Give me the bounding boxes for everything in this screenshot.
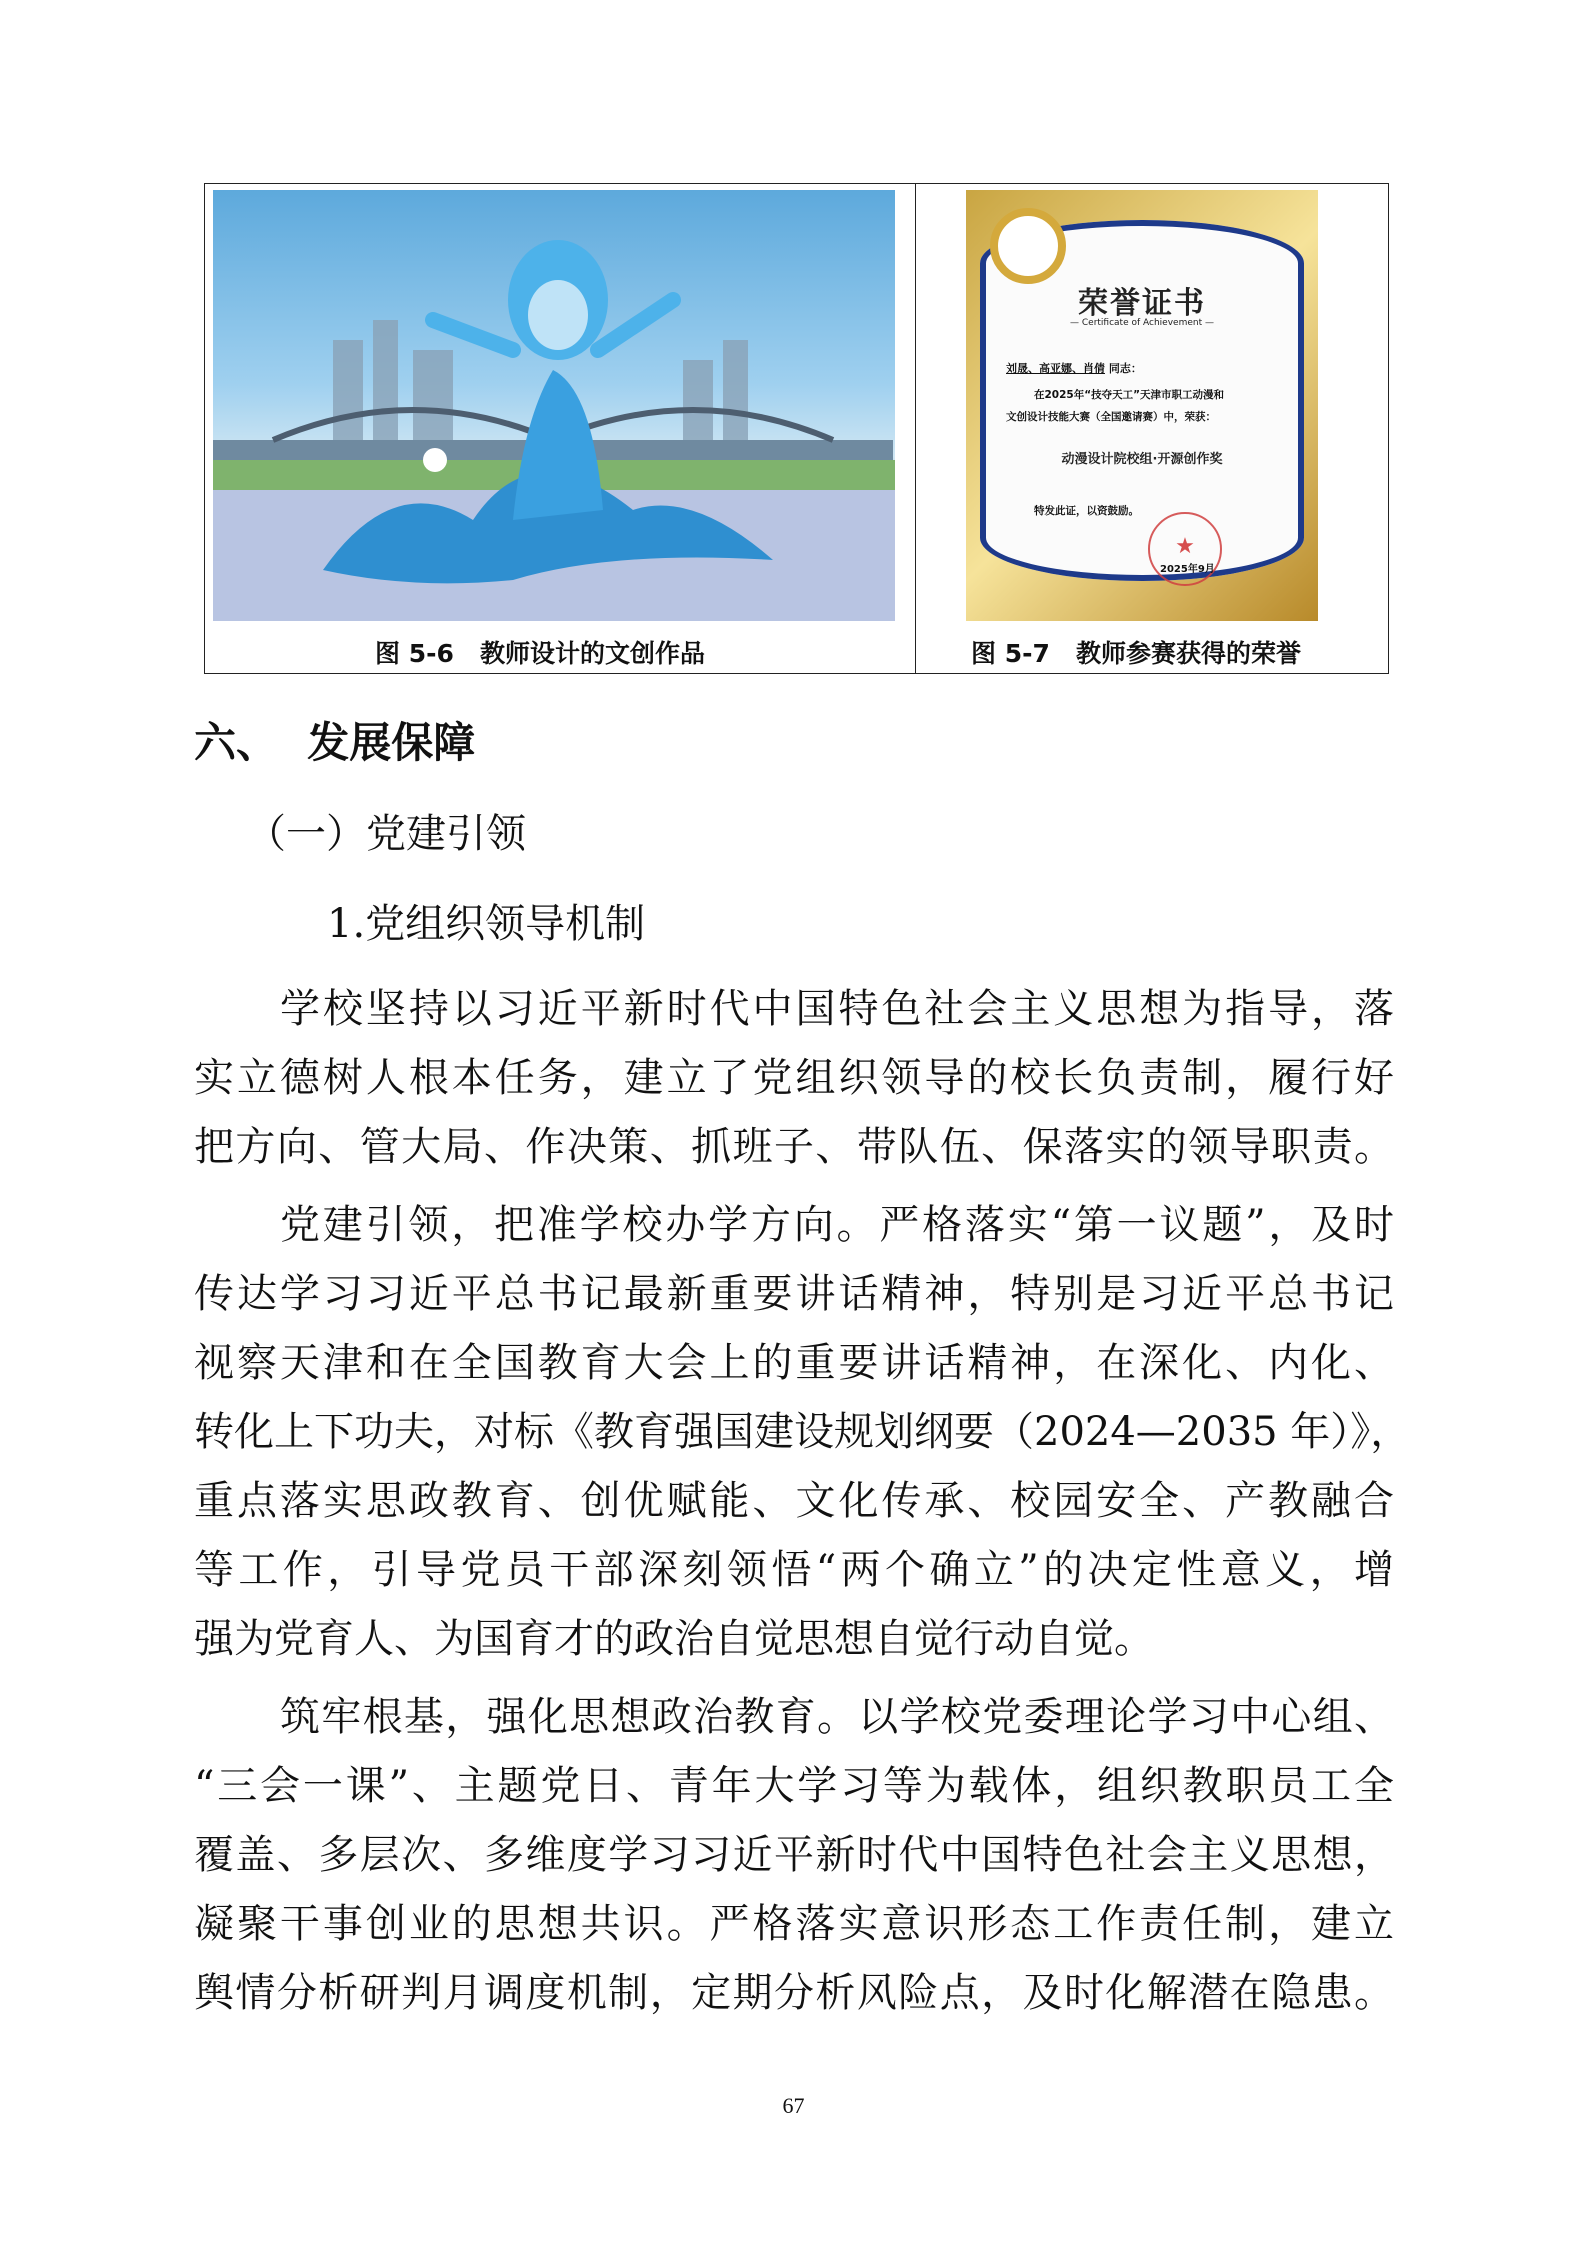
honor-certificate-image xyxy=(966,190,1318,621)
certificate-date: 2025年9月 xyxy=(1160,564,1215,575)
certificate-closing: 特发此证，以资鼓励。 xyxy=(1034,505,1139,517)
paragraph-line: 视察天津和在全国教育大会上的重要讲话精神，在深化、内化、 xyxy=(194,1340,1394,1386)
paragraph-line: 实立德树人根本任务，建立了党组织领导的校长负责制，履行好 xyxy=(194,1055,1394,1101)
certificate-recipients: 刘晟、高亚娜、肖倩 xyxy=(1006,362,1105,375)
paragraph-line: 重点落实思政教育、创优赋能、文化传承、校园安全、产教融合 xyxy=(194,1478,1394,1524)
certificate-body-line1: 在2025年“技夺天工”天津市职工动漫和 xyxy=(1034,389,1225,401)
certificate-award: 动漫设计院校组·开源创作奖 xyxy=(1061,452,1223,467)
certificate-subtitle: — Certificate of Achievement — xyxy=(1070,318,1214,328)
paragraph-line: 舆情分析研判月调度机制，定期分析风险点，及时化解潜在隐患。 xyxy=(194,1970,1394,2016)
page-number: 67 xyxy=(782,2093,805,2118)
paragraph-line: 筑牢根基，强化思想政治教育。以学校党委理论学习中心组、 xyxy=(280,1694,1394,1740)
paragraph-line: 把方向、管大局、作决策、抓班子、带队伍、保落实的领导职责。 xyxy=(194,1124,1394,1170)
paragraph-line: 传达学习习近平总书记最新重要讲话精神，特别是习近平总书记 xyxy=(194,1271,1394,1317)
section-heading: 六、 发展保障 xyxy=(194,718,476,767)
cultural-creative-sculpture-image xyxy=(213,190,895,621)
paragraph-line: 党建引领，把准学校办学方向。严格落实“第一议题”，及时 xyxy=(280,1202,1394,1248)
paragraph-line: 强为党育人、为国育才的政治自觉思想自觉行动自觉。 xyxy=(194,1616,1154,1662)
paragraph-line: 转化上下功夫，对标《教育强国建设规划纲要（2024—2035 年）》， xyxy=(194,1409,1411,1455)
paragraph-line: 覆盖、多层次、多维度学习习近平新时代中国特色社会主义思想， xyxy=(194,1832,1394,1878)
paragraph-line: 等工作，引导党员干部深刻领悟“两个确立”的决定性意义，增 xyxy=(194,1547,1394,1593)
official-seal: ★ xyxy=(1148,512,1222,586)
medal-badge-icon xyxy=(990,208,1066,284)
figure-table xyxy=(204,183,1389,674)
certificate-body xyxy=(980,220,1304,581)
paragraph xyxy=(194,1191,1411,1674)
figure-caption-5-7: 图 5-7 教师参赛获得的荣誉 xyxy=(971,639,1301,668)
table-divider xyxy=(915,184,916,673)
body-text xyxy=(194,975,1411,2037)
paragraph xyxy=(194,975,1394,1182)
certificate-title: 荣誉证书 xyxy=(1078,286,1206,321)
figure-caption-5-6: 图 5-6 教师设计的文创作品 xyxy=(375,639,705,668)
certificate-salutation: 同志： xyxy=(1105,362,1142,375)
subsubsection-heading: 1.党组织领导机制 xyxy=(327,901,646,947)
paragraph-line: “三会一课”、主题党日、青年大学习等为载体，组织教职员工全 xyxy=(194,1763,1394,1809)
certificate-body-line2: 文创设计技能大赛（全国邀请赛）中，荣获： xyxy=(1006,411,1216,423)
subsection-heading: （一）党建引领 xyxy=(246,811,526,857)
paragraph-line: 学校坚持以习近平新时代中国特色社会主义思想为指导，落 xyxy=(280,986,1394,1032)
paragraph-line: 凝聚干事创业的思想共识。严格落实意识形态工作责任制，建立 xyxy=(194,1901,1394,1947)
paragraph xyxy=(194,1683,1394,2028)
